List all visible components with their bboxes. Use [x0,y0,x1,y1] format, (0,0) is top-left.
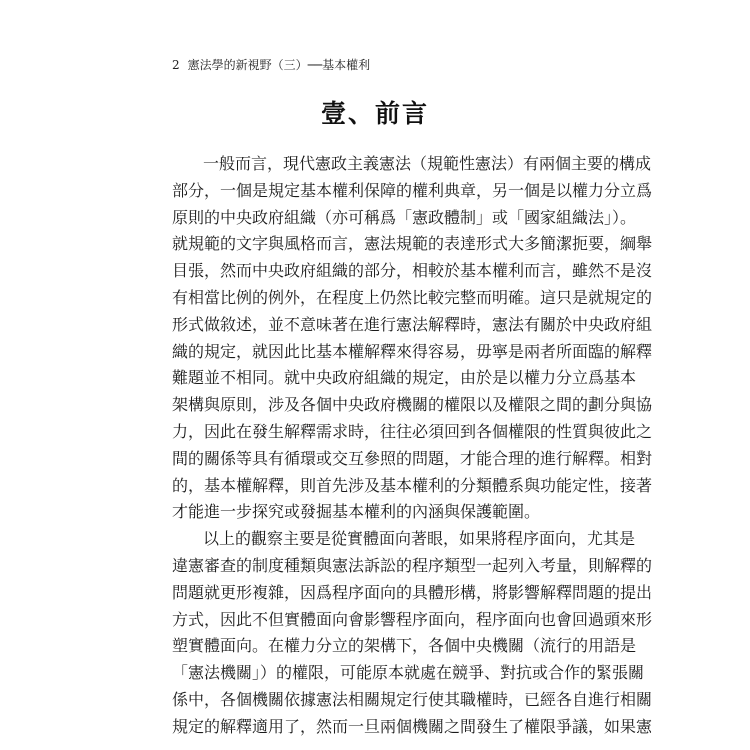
text-line: 織的規定，就因此比基本權解釋來得容易，毋寧是兩者所面臨的解釋 [172,341,653,361]
text-line: 以上的觀察主要是從實體面向著眼，如果將程序面向，尤其是 [203,529,636,549]
text-line: 架構與原則，涉及各個中央政府機關的權限以及權限之間的劃分與協 [172,395,653,415]
text-line: 力，因此在發生解釋需求時，往往必須回到各個權限的性質與彼此之 [172,421,653,441]
text-line: 違憲審查的制度種類與憲法訴訟的程序類型一起列入考量，則解釋的 [172,555,653,575]
running-header [172,57,370,73]
text-line: 的，基本權解釋，則首先涉及基本權利的分類體系與功能定性，接著 [172,475,653,495]
text-line: 塑實體面向。在權力分立的架構下，各個中央機關（流行的用語是 [172,636,637,656]
paragraph-1 [172,151,653,526]
text-line: 目張，然而中央政府組織的部分，相較於基本權利而言，雖然不是沒 [172,261,653,281]
text-line: 係中，各個機關依據憲法相關規定行使其職權時，已經各自進行相關 [172,689,653,709]
text-line: 有相當比例的例外，在程度上仍然比較完整而明確。這只是就規定的 [172,287,653,307]
body-text [172,151,653,741]
text-line: 就規範的文字與風格而言，憲法規範的表達形式大多簡潔扼要，綱舉 [172,234,653,254]
paragraph-2 [172,526,653,740]
text-line: 間的關係等具有循環或交互參照的問題，才能合理的進行解釋。相對 [172,448,653,468]
text-line: 原則的中央政府組織（亦可稱爲「憲政體制」或「國家組織法」）。 [172,207,637,227]
text-line: 形式做敘述，並不意味著在進行憲法解釋時，憲法有關於中央政府組 [172,314,653,334]
text-line: 才能進一步探究或發掘基本權利的內涵與保護範圍。 [172,502,541,522]
text-line: 問題就更形複雜，因爲程序面向的具體形構，將影響解釋問題的提出 [172,582,653,602]
text-line: 規定的解釋適用了，然而一旦兩個機關之間發生了權限爭議，如果憲 [172,716,653,736]
page-number: 2 [172,58,180,72]
text-line: 一般而言，現代憲政主義憲法（規範性憲法）有兩個主要的構成 [203,154,652,173]
text-line: 部分，一個是規定基本權利保障的權利典章，另一個是以權力分立爲 [172,180,653,200]
text-line: 方式，因此不但實體面向會影響程序面向，程序面向也會回過頭來形 [172,609,653,629]
book-title: 憲法學的新視野（三）──基本權利 [187,58,371,72]
chapter-title: 壹、前言 [320,99,429,128]
text-line: 難題並不相同。就中央政府組織的規定，由於是以權力分立爲基本 [172,368,637,388]
text-line: 「憲法機關」）的權限，可能原本就處在競爭、對抗或合作的緊張關 [172,663,645,683]
